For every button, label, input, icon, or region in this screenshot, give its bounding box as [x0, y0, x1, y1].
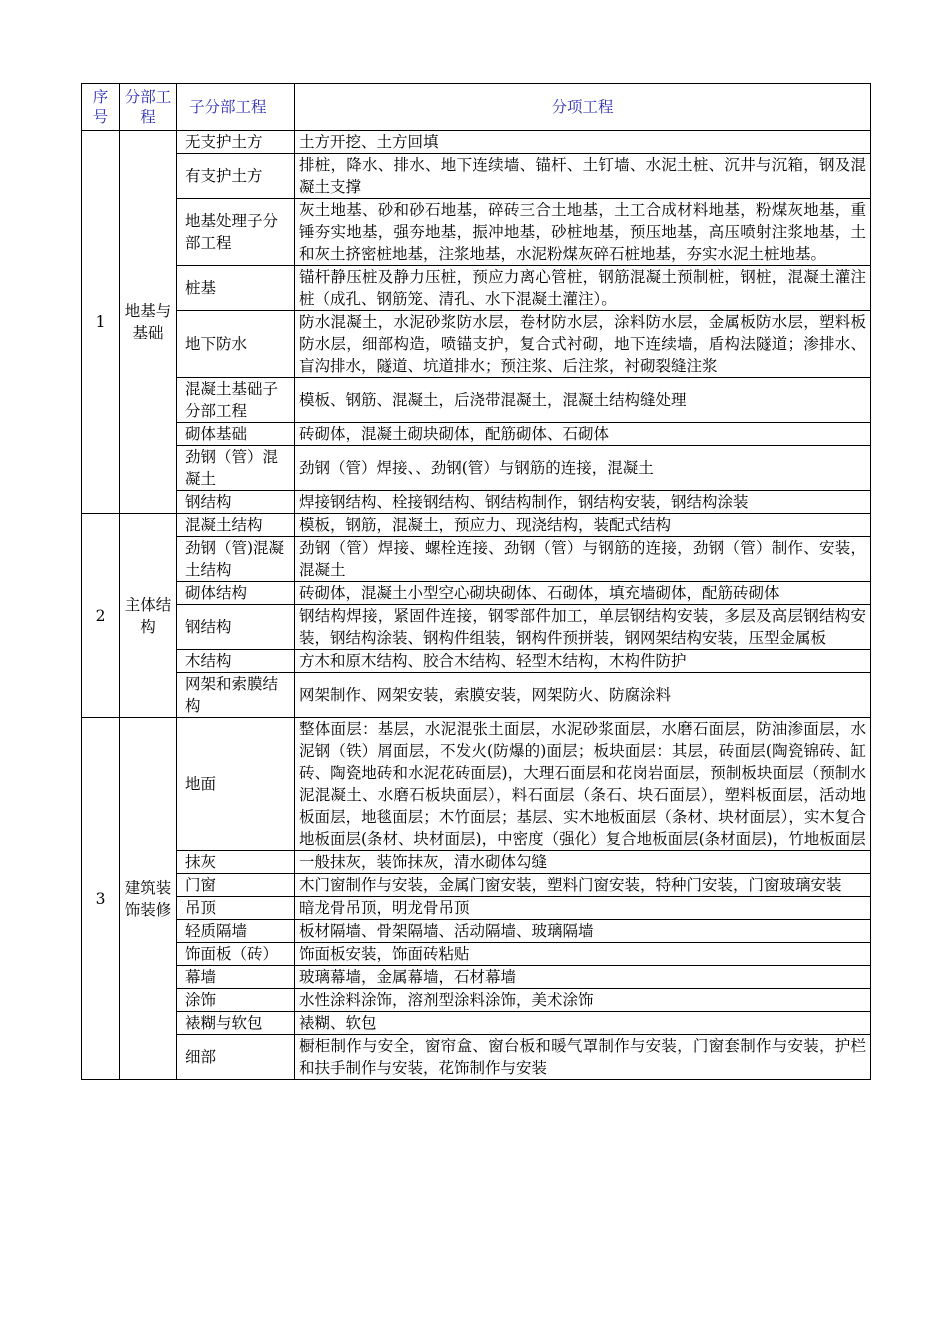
group-seq-cell: 2	[82, 514, 120, 718]
subdivision-cell: 地下防水	[177, 311, 295, 378]
items-cell: 防水混凝土，水泥砂浆防水层，卷材防水层，涂料防水层，金属板防水层，塑料板防水层，细部构造，喷锚支护，复合式衬砌，地下连续墙，盾构法隧道；渗排水、盲沟排水，隧道、坑道排水；预注浆、后注浆，衬砌裂缝注浆	[295, 311, 871, 378]
table-row	[82, 989, 871, 1012]
items-cell: 劲钢（管）焊接、螺栓连接、劲钢（管）与钢筋的连接，劲钢（管）制作、安装，混凝土	[295, 537, 871, 582]
table-row	[82, 851, 871, 874]
table-row	[82, 1035, 871, 1080]
table-row	[82, 266, 871, 311]
table-row	[82, 199, 871, 266]
items-cell: 锚杆静压桩及静力压桩，预应力离心管桩，钢筋混凝土预制桩，钢桩，混凝土灌注桩（成孔、钢筋笼、清孔、水下混凝土灌注）。	[295, 266, 871, 311]
table-row	[82, 131, 871, 154]
table-row	[82, 673, 871, 718]
items-cell: 砖砌体，混凝土砌块砌体，配筋砌体、石砌体	[295, 423, 871, 446]
items-cell: 劲钢（管）焊接、、劲钢(管）与钢筋的连接，混凝土	[295, 446, 871, 491]
subdivision-cell: 饰面板（砖）	[177, 943, 295, 966]
items-cell: 网架制作、网架安装，索膜安装，网架防火、防腐涂料	[295, 673, 871, 718]
table-row	[82, 920, 871, 943]
items-cell: 砖砌体，混凝土小型空心砌块砌体、石砌体，填充墙砌体，配筋砖砌体	[295, 582, 871, 605]
items-cell: 橱柜制作与安全，窗帘盒、窗台板和暖气罩制作与安装，门窗套制作与安装，护栏和扶手制作与安装，花饰制作与安装	[295, 1035, 871, 1080]
subdivision-cell: 无支护土方	[177, 131, 295, 154]
table-row	[82, 966, 871, 989]
items-cell: 灰土地基、砂和砂石地基，碎砖三合土地基，土工合成材料地基，粉煤灰地基，重锤夯实地基，强夯地基，振冲地基，砂桩地基，预压地基，高压喷射注浆地基，土和灰土挤密桩地基，注浆地基，水泥粉煤灰碎石桩地基，夯实水泥土桩地基。	[295, 199, 871, 266]
items-cell: 模板，钢筋，混凝土，预应力、现浇结构，装配式结构	[295, 514, 871, 537]
table-row	[82, 537, 871, 582]
items-cell: 木门窗制作与安装，金属门窗安装，塑料门窗安装，特种门安装，门窗玻璃安装	[295, 874, 871, 897]
subdivision-cell: 钢结构	[177, 491, 295, 514]
table-row	[82, 605, 871, 650]
header-subdivision: 子分部工程	[177, 84, 295, 131]
subdivision-cell: 桩基	[177, 266, 295, 311]
group-seq-cell: 1	[82, 131, 120, 514]
table-row	[82, 423, 871, 446]
table-row	[82, 311, 871, 378]
group-division-cell: 地基与基础	[120, 131, 177, 514]
subdivision-cell: 劲钢（管)混凝土结构	[177, 537, 295, 582]
header-seq: 序号	[82, 84, 120, 131]
subdivision-cell: 门窗	[177, 874, 295, 897]
table-header-row	[82, 84, 871, 131]
items-cell: 土方开挖、土方回填	[295, 131, 871, 154]
header-division: 分部工程	[120, 84, 177, 131]
subdivision-cell: 轻质隔墙	[177, 920, 295, 943]
subdivision-cell: 有支护土方	[177, 154, 295, 199]
items-cell: 玻璃幕墙，金属幕墙，石材幕墙	[295, 966, 871, 989]
subdivision-cell: 网架和索膜结构	[177, 673, 295, 718]
items-cell: 排桩，降水、排水、地下连续墙、锚杆、土钉墙、水泥土桩、沉井与沉箱，钢及混凝土支撑	[295, 154, 871, 199]
items-cell: 一般抹灰，装饰抹灰，清水砌体勾缝	[295, 851, 871, 874]
table-row	[82, 378, 871, 423]
items-cell: 钢结构焊接，紧固件连接，钢零部件加工，单层钢结构安装，多层及高层钢结构安装，钢结构涂装、钢构件组装，钢构件预拼装，钢网架结构安装，压型金属板	[295, 605, 871, 650]
header-items: 分项工程	[295, 84, 871, 131]
table-row	[82, 514, 871, 537]
table-body	[82, 131, 871, 1080]
items-cell: 饰面板安装，饰面砖粘贴	[295, 943, 871, 966]
subdivision-cell: 涂饰	[177, 989, 295, 1012]
items-cell: 板材隔墙、骨架隔墙、活动隔墙、玻璃隔墙	[295, 920, 871, 943]
subdivision-cell: 幕墙	[177, 966, 295, 989]
items-cell: 水性涂料涂饰，溶剂型涂料涂饰，美术涂饰	[295, 989, 871, 1012]
subdivision-cell: 地面	[177, 718, 295, 851]
table-row	[82, 491, 871, 514]
table-row	[82, 154, 871, 199]
subdivision-cell: 劲钢（管）混凝土	[177, 446, 295, 491]
subdivision-cell: 混凝土结构	[177, 514, 295, 537]
items-cell: 方木和原木结构、胶合木结构、轻型木结构，木构件防护	[295, 650, 871, 673]
items-cell: 模板、钢筋、混凝土，后浇带混凝土，混凝土结构缝处理	[295, 378, 871, 423]
items-cell: 整体面层：基层，水泥混张土面层，水泥砂浆面层，水磨石面层，防油渗面层，水泥钢（铁）屑面层，不发火(防爆的)面层；板块面层：其层，砖面层(陶瓷锦砖、缸砖、陶瓷地砖和水泥花砖面层)，大理石面层和花岗岩面层，预制板块面层（预制水泥混凝土、水磨石板块面层），料石面层（条石、块石面层），塑料板面层，活动地板面层，地毯面层；木竹面层；基层、实木地板面层（条材、块材面层），实木复合地板面层(条材、块材面层)，中密度（强化）复合地板面层(条材面层)，竹地板面层	[295, 718, 871, 851]
table-row	[82, 650, 871, 673]
subdivision-cell: 木结构	[177, 650, 295, 673]
items-cell: 焊接钢结构、栓接钢结构、钢结构制作，钢结构安装，钢结构涂装	[295, 491, 871, 514]
group-division-cell: 主体结构	[120, 514, 177, 718]
subdivision-cell: 地基处理子分部工程	[177, 199, 295, 266]
engineering-division-table	[81, 83, 871, 1080]
group-seq-cell: 3	[82, 718, 120, 1080]
group-division-cell: 建筑装饰装修	[120, 718, 177, 1080]
table-row	[82, 582, 871, 605]
table-row	[82, 897, 871, 920]
table-row	[82, 1012, 871, 1035]
subdivision-cell: 混凝土基础子分部工程	[177, 378, 295, 423]
items-cell: 暗龙骨吊顶，明龙骨吊顶	[295, 897, 871, 920]
subdivision-cell: 裱糊与软包	[177, 1012, 295, 1035]
table-row	[82, 446, 871, 491]
subdivision-cell: 砌体基础	[177, 423, 295, 446]
items-cell: 裱糊、软包	[295, 1012, 871, 1035]
subdivision-cell: 细部	[177, 1035, 295, 1080]
table-row	[82, 718, 871, 851]
subdivision-cell: 钢结构	[177, 605, 295, 650]
subdivision-cell: 吊顶	[177, 897, 295, 920]
subdivision-cell: 砌体结构	[177, 582, 295, 605]
table-row	[82, 874, 871, 897]
table-row	[82, 943, 871, 966]
subdivision-cell: 抹灰	[177, 851, 295, 874]
